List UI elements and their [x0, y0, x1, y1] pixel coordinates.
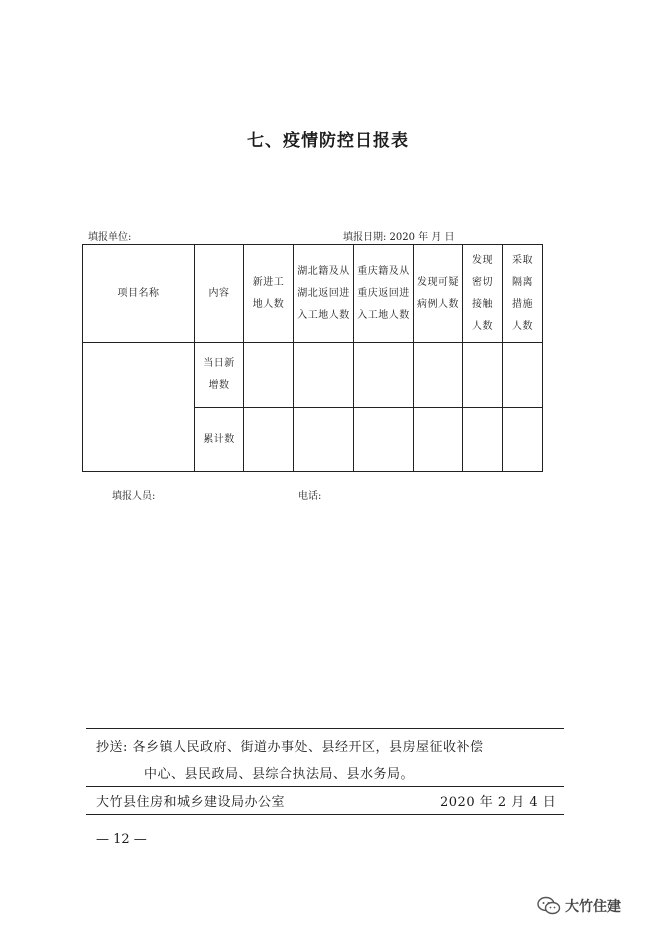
header-close-contacts: 发现密切接触人数	[463, 245, 503, 343]
page-number: — 12 —	[96, 832, 147, 847]
issuer: 大竹县住房和城乡建设局办公室	[96, 795, 286, 810]
table-cell	[414, 343, 463, 408]
header-isolation: 采取隔离措施人数	[503, 245, 543, 343]
table-cell	[463, 343, 503, 408]
table-cell	[244, 343, 294, 408]
divider-bottom	[86, 814, 564, 815]
divider-middle	[86, 786, 564, 787]
table-cell	[503, 408, 543, 472]
header-hubei-workers: 湖北籍及从湖北返回进入工地人数	[294, 245, 354, 343]
table-cell	[503, 343, 543, 408]
wechat-icon	[537, 896, 561, 916]
header-new-workers: 新进工地人数	[244, 245, 294, 343]
cc-line-2: 中心、县民政局、县综合执法局、县水务局。	[144, 767, 415, 782]
reporter-label: 填报人员:	[112, 491, 156, 502]
watermark	[537, 895, 637, 917]
table-cell	[354, 408, 414, 472]
header-item-name: 项目名称	[83, 245, 195, 343]
phone-label: 电话:	[298, 491, 322, 502]
item-name-cell	[83, 343, 195, 472]
header-suspected-cases: 发现可疑病例人数	[414, 245, 463, 343]
table-cell	[294, 343, 354, 408]
row-label-cumulative: 累计数	[195, 408, 244, 472]
table-cell	[244, 408, 294, 472]
table-header-row	[83, 245, 543, 343]
fill-date-label: 填报日期: 2020 年 月 日	[343, 232, 455, 243]
table-cell	[414, 408, 463, 472]
row-label-daily-new: 当日新增数	[195, 343, 244, 408]
table-cell	[354, 343, 414, 408]
watermark-text: 大竹住建	[565, 899, 621, 915]
table-cell	[294, 408, 354, 472]
cc-line-1: 抄送: 各乡镇人民政府、街道办事处、县经开区，县房屋征收补偿	[96, 740, 484, 755]
header-chongqing-workers: 重庆籍及从重庆返回进入工地人数	[354, 245, 414, 343]
fill-unit-label: 填报单位:	[88, 232, 132, 243]
divider-top	[86, 728, 564, 729]
issue-date: 2020 年 2 月 4 日	[440, 795, 557, 810]
page-title: 七、疫情防控日报表	[247, 131, 409, 151]
table-cell	[463, 408, 503, 472]
table-row	[83, 343, 543, 408]
epidemic-report-table	[82, 244, 543, 472]
header-content: 内容	[195, 245, 244, 343]
